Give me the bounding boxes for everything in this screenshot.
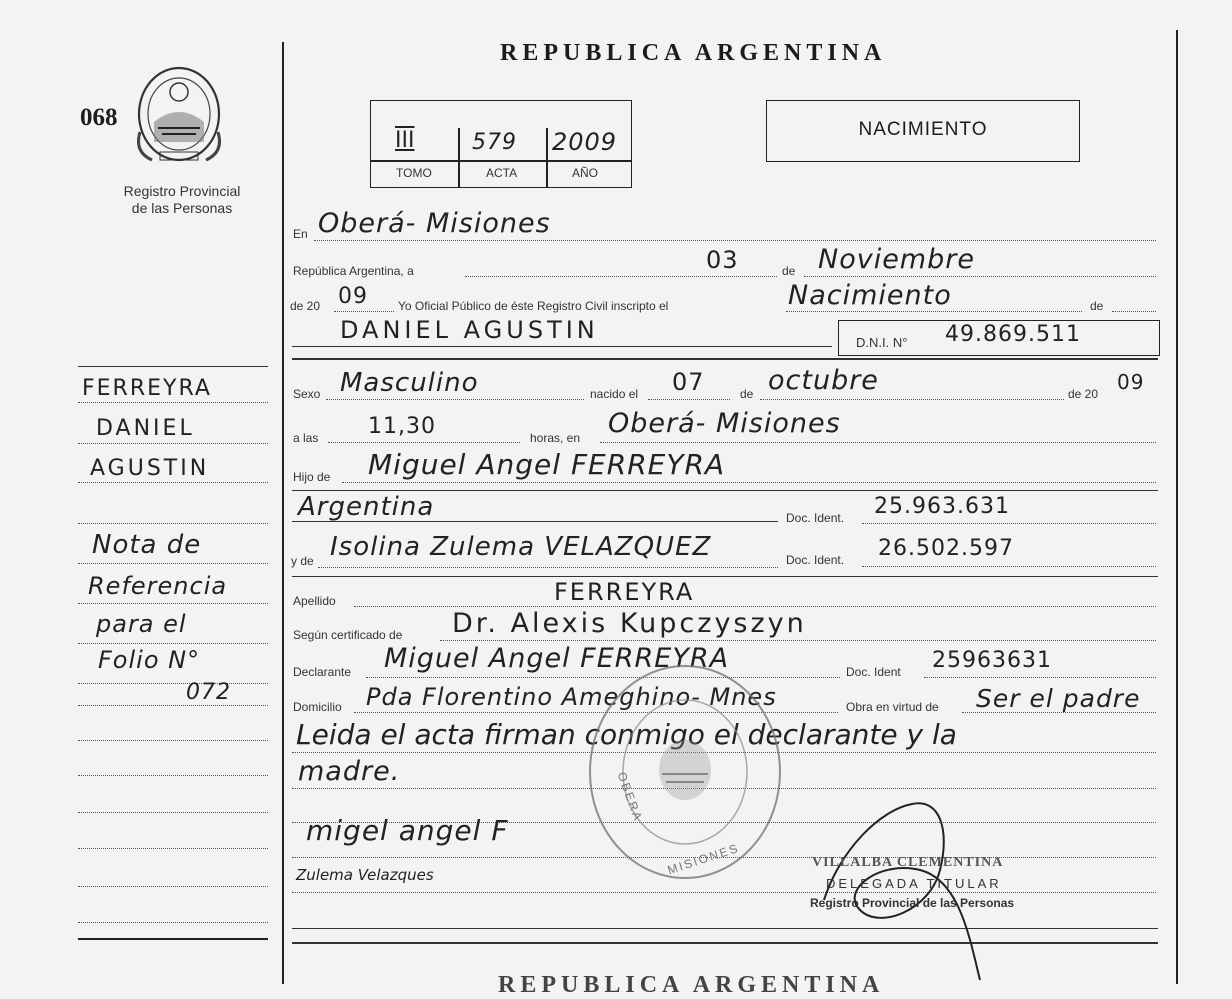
- apellido-label: Apellido: [293, 594, 336, 608]
- acta-value: 579: [472, 130, 517, 155]
- official-round-seal: [586, 662, 784, 882]
- segun-label: Según certificado de: [293, 628, 403, 642]
- de2-label: de: [1090, 299, 1104, 313]
- sexo-label: Sexo: [293, 387, 321, 401]
- country-title: REPUBLICA ARGENTINA: [500, 40, 887, 66]
- seal-city: OBERA: [614, 770, 646, 824]
- domicilio-value: Pda Florentino Ameghino- Mnes: [366, 683, 777, 711]
- nacido-year: 09: [1117, 370, 1145, 394]
- signature-padre: migel angel F: [306, 814, 509, 847]
- madre-doc: 26.502.597: [878, 536, 1014, 561]
- registry-name-line2: de las Personas: [131, 200, 233, 216]
- oficial-text: Yo Oficial Público de éste Registro Civil inscripto el: [398, 299, 669, 313]
- nacido-day: 07: [672, 368, 705, 396]
- obra-value: Ser el padre: [976, 684, 1141, 713]
- margin-folio: Folio N°: [98, 646, 201, 674]
- anio-label: AÑO: [572, 166, 599, 180]
- rep-label: República Argentina, a: [293, 264, 414, 278]
- day-value: 03: [706, 246, 739, 274]
- leida-line1: Leida el acta firman conmigo el declarante y la: [296, 718, 957, 751]
- sexo-value: Masculino: [340, 368, 479, 398]
- horas-en-label: horas, en: [530, 431, 581, 445]
- official-title: DELEGADA TITULAR: [826, 876, 1002, 891]
- act-type-box: [766, 100, 1080, 162]
- doc-label2: Doc. Ident.: [786, 553, 845, 567]
- certificado-value: Dr. Alexis Kupczyszyn: [452, 608, 807, 639]
- domicilio-label: Domicilio: [293, 700, 342, 714]
- dni-label: D.N.I. N°: [856, 335, 908, 350]
- yde-label: y de: [291, 554, 314, 568]
- margin-nota: Nota de: [92, 530, 202, 560]
- tomo-value: III: [395, 128, 415, 153]
- seal-prov: MISIONES: [665, 840, 742, 878]
- apellido-value: FERREYRA: [554, 578, 695, 606]
- dni-value: 49.869.511: [945, 322, 1081, 347]
- hora-value: 11,30: [368, 414, 436, 439]
- doc-label1: Doc. Ident.: [786, 511, 845, 525]
- madre-value: Isolina Zulema VELAZQUEZ: [330, 532, 712, 562]
- margin-folio-num: 072: [186, 680, 231, 705]
- nacido-label: nacido el: [590, 387, 639, 401]
- tomo-label: TOMO: [396, 166, 432, 180]
- declarante-label: Declarante: [293, 665, 352, 679]
- nacido-month: octubre: [768, 365, 879, 396]
- margin-nombre1: DANIEL: [96, 416, 195, 441]
- left-rule: [282, 42, 284, 984]
- de20-label: de 20: [290, 299, 321, 313]
- margin-apellido: FERREYRA: [82, 376, 212, 401]
- month-value: Noviembre: [818, 244, 975, 275]
- act-type-label: NACIMIENTO: [858, 119, 988, 140]
- country-title-bottom: REPUBLICA ARGENTINA: [498, 972, 885, 998]
- padre-nac-value: Argentina: [298, 492, 435, 522]
- registry-name-line1: Registro Provincial: [123, 183, 241, 199]
- de3-label: de: [740, 387, 754, 401]
- doc-label3: Doc. Ident: [846, 665, 901, 679]
- official-name: VILLALBA CLEMENTINA: [812, 855, 1004, 870]
- acta-label: ACTA: [486, 166, 518, 180]
- obra-label: Obra en virtud de: [846, 700, 939, 714]
- name-value: DANIEL AGUSTIN: [340, 316, 599, 344]
- margin-referencia: Referencia: [88, 572, 228, 600]
- province-seal: [132, 62, 226, 168]
- alas-label: a las: [293, 431, 319, 445]
- signature-madre: Zulema Velazques: [296, 866, 434, 884]
- declarante-value: Miguel Angel FERREYRA: [384, 643, 730, 674]
- registry-number: 068: [80, 104, 118, 131]
- declarante-doc: 25963631: [932, 648, 1052, 673]
- right-rule: [1176, 30, 1178, 984]
- leida-line2: madre.: [298, 756, 401, 787]
- inscripto-value: Nacimiento: [788, 280, 952, 311]
- registry-name: [95, 183, 269, 217]
- de1-label: de: [782, 264, 796, 278]
- en-label: En: [293, 227, 308, 241]
- margin-para: para el: [96, 610, 187, 638]
- anio-value: 2009: [552, 128, 618, 156]
- margin-nombre2: AGUSTIN: [90, 456, 210, 481]
- official-registry: Registro Provincial de las Personas: [810, 896, 1015, 910]
- padre-value: Miguel Angel FERREYRA: [368, 448, 726, 481]
- en-value: Oberá- Misiones: [318, 208, 551, 239]
- lugar-value: Oberá- Misiones: [608, 408, 841, 439]
- year-value: 09: [338, 284, 368, 309]
- hijo-label: Hijo de: [293, 470, 331, 484]
- de20b-label: de 20: [1068, 387, 1099, 401]
- padre-doc: 25.963.631: [874, 494, 1010, 519]
